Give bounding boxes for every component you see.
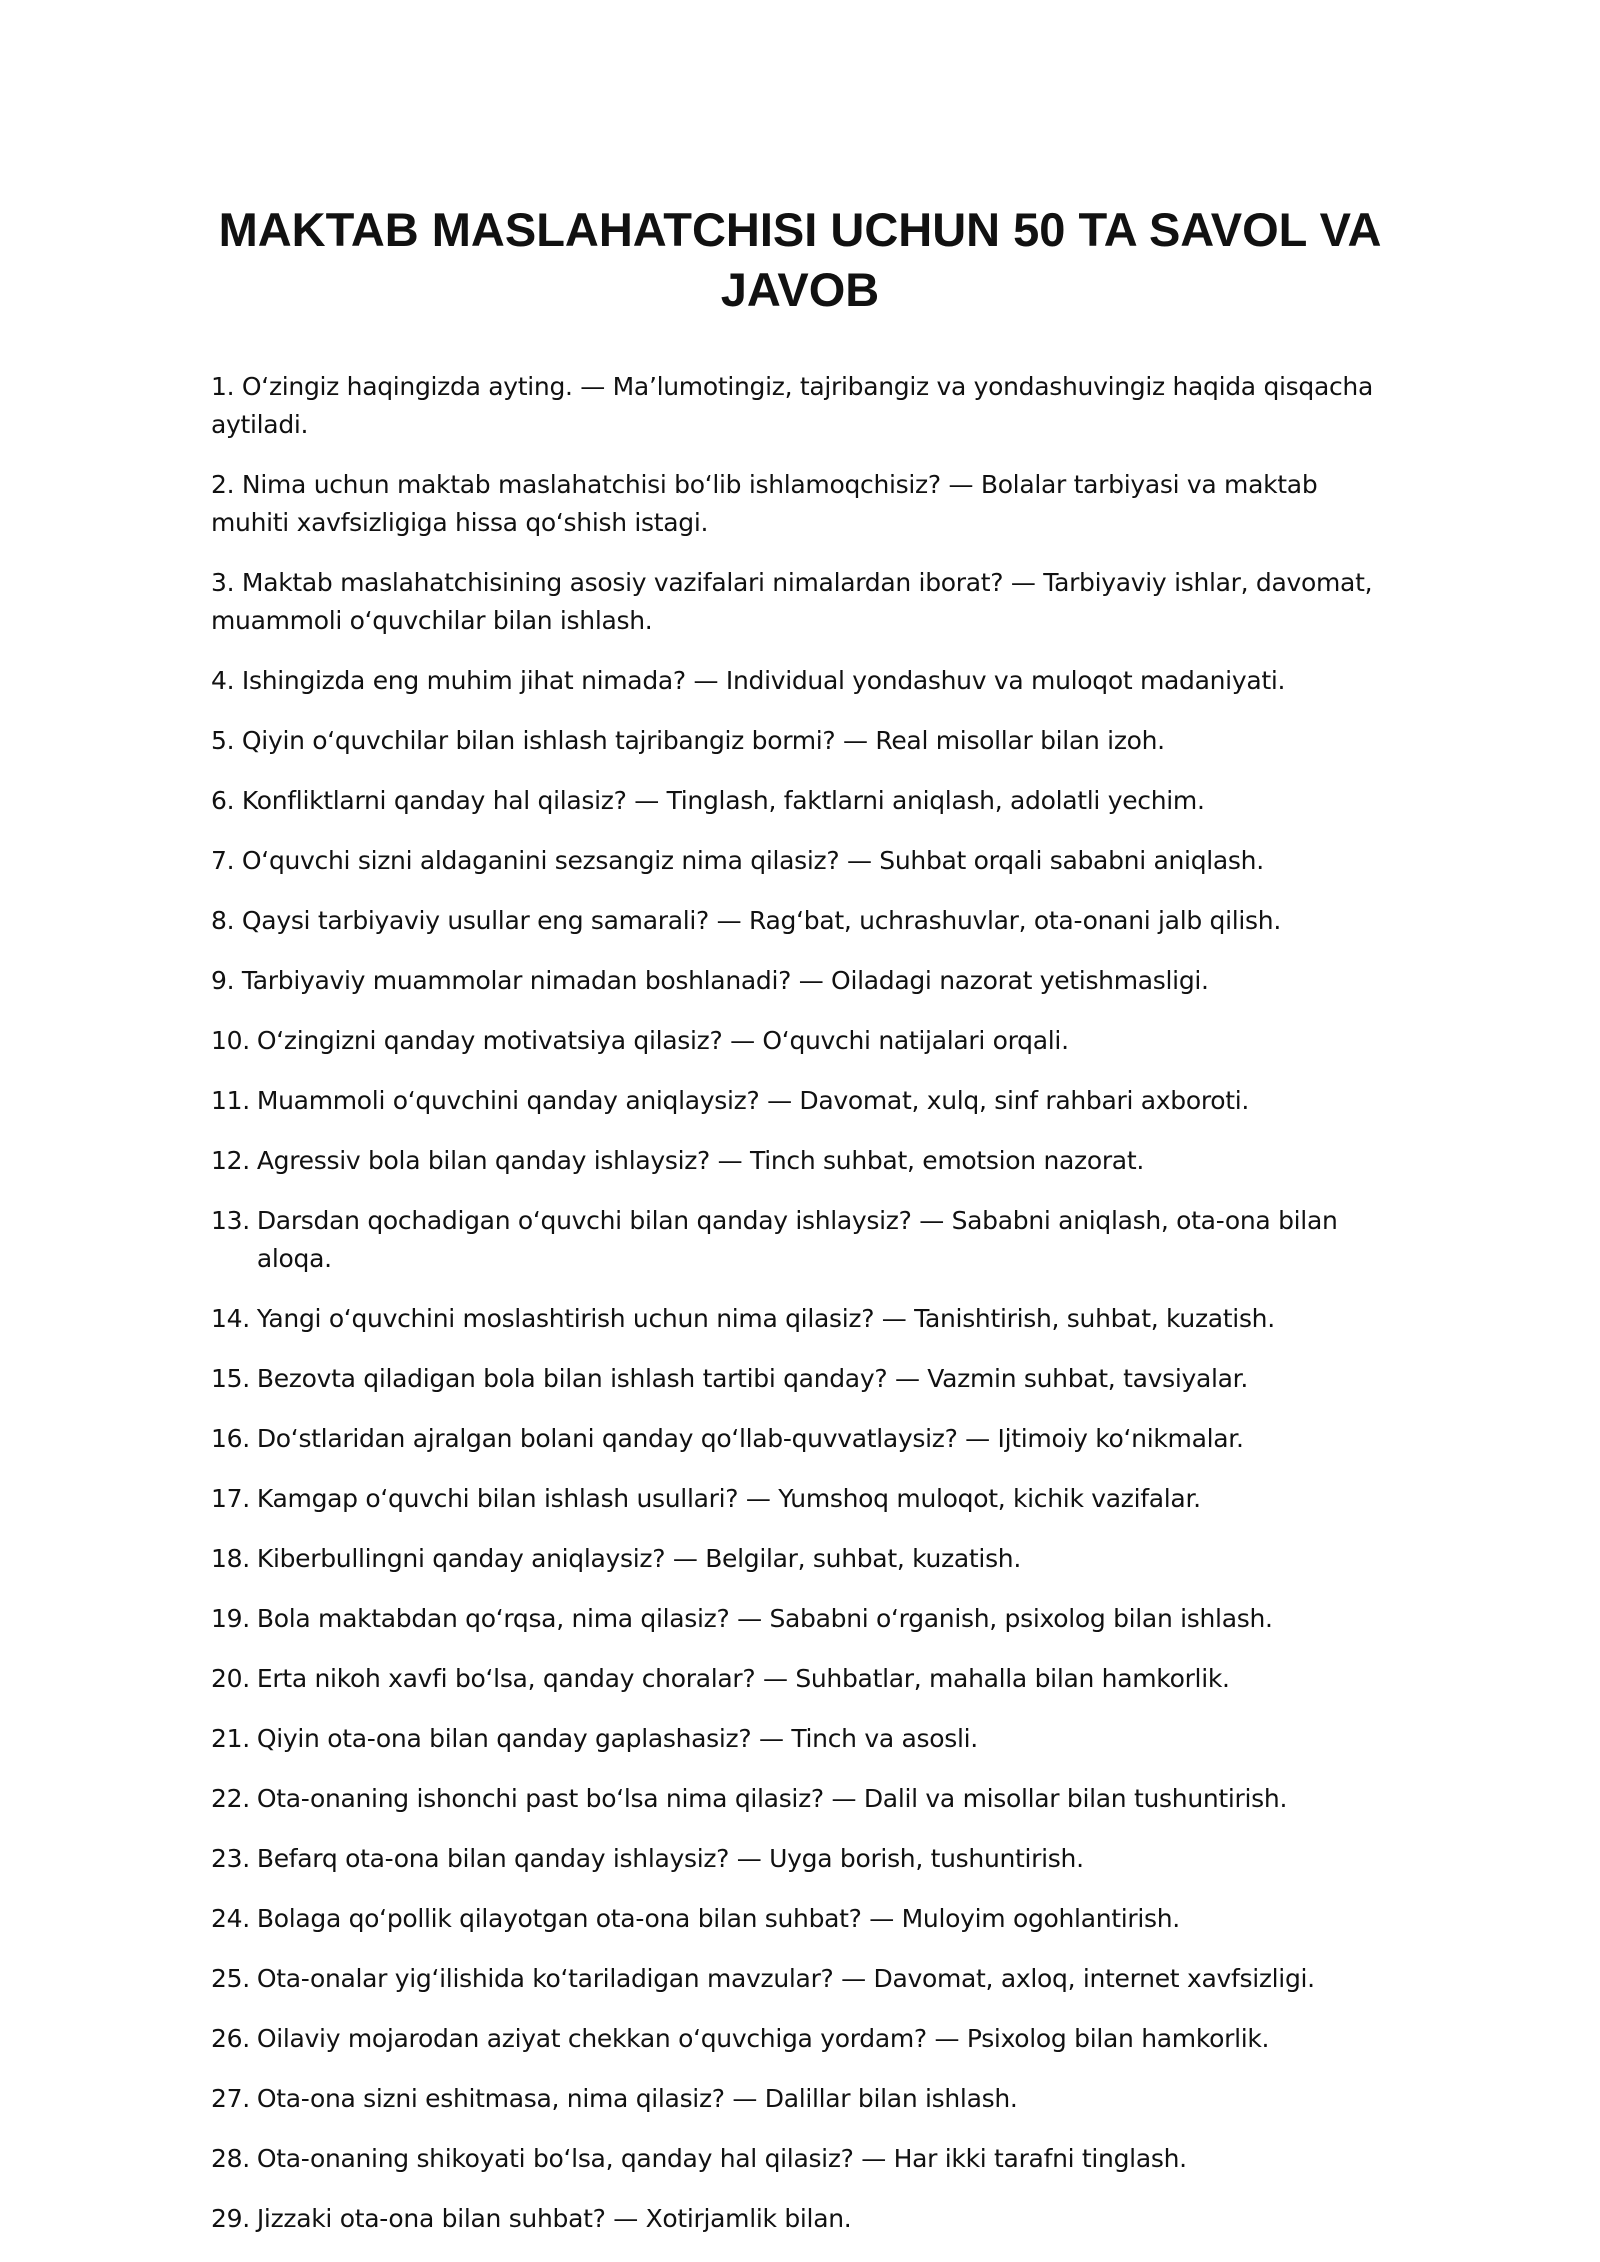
qa-text: Qiyin o‘quvchilar bilan ishlash tajribangiz bormi? — Real misollar bilan izoh. bbox=[241, 726, 1165, 755]
qa-number: 15. bbox=[211, 1364, 250, 1393]
qa-item bbox=[211, 1780, 1391, 1818]
qa-number: 13. bbox=[211, 1206, 250, 1235]
qa-number: 9. bbox=[211, 966, 235, 995]
qa-item bbox=[211, 662, 1391, 700]
qa-text: Darsdan qochadigan o‘quvchi bilan qanday ishlaysiz? — Sababni aniqlash, ota-ona bilan aloqa. bbox=[256, 1206, 1338, 1273]
qa-item bbox=[211, 902, 1391, 940]
qa-item bbox=[211, 1142, 1391, 1180]
qa-item bbox=[211, 1900, 1391, 1938]
qa-text: Ishingizda eng muhim jihat nimada? — Individual yondashuv va muloqot madaniyati. bbox=[241, 666, 1286, 695]
qa-text: Muammoli o‘quvchini qanday aniqlaysiz? — Davomat, xulq, sinf rahbari axboroti. bbox=[256, 1086, 1250, 1115]
qa-text: Kamgap o‘quvchi bilan ishlash usullari? — Yumshoq muloqot, kichik vazifalar. bbox=[256, 1484, 1201, 1513]
qa-item bbox=[211, 2020, 1391, 2058]
qa-text: Ota-onaning shikoyati bo‘lsa, qanday hal qilasiz? — Har ikki tarafni tinglash. bbox=[256, 2144, 1187, 2173]
qa-text: Nima uchun maktab maslahatchisi bo‘lib ishlamoqchisiz? — Bolalar tarbiyasi va maktab muhiti xavfsizligiga hissa qo‘shish istagi. bbox=[211, 470, 1318, 537]
qa-item bbox=[211, 1960, 1391, 1998]
qa-number: 26. bbox=[211, 2024, 250, 2053]
qa-text: Bolaga qo‘pollik qilayotgan ota-ona bilan suhbat? — Muloyim ogohlantirish. bbox=[256, 1904, 1180, 1933]
qa-number: 20. bbox=[211, 1664, 250, 1693]
qa-number: 27. bbox=[211, 2084, 250, 2113]
qa-number: 25. bbox=[211, 1964, 250, 1993]
qa-item bbox=[211, 2080, 1391, 2118]
qa-number: 21. bbox=[211, 1724, 250, 1753]
qa-item bbox=[211, 1600, 1391, 1638]
qa-number: 8. bbox=[211, 906, 235, 935]
qa-item bbox=[211, 466, 1391, 542]
qa-text: Ota-onaning ishonchi past bo‘lsa nima qilasiz? — Dalil va misollar bilan tushuntirish. bbox=[256, 1784, 1288, 1813]
qa-item bbox=[211, 962, 1391, 1000]
qa-text: Do‘stlaridan ajralgan bolani qanday qo‘llab-quvvatlaysiz? — Ijtimoiy ko‘nikmalar. bbox=[256, 1424, 1244, 1453]
document-title: MAKTAB MASLAHATCHISI UCHUN 50 TA SAVOL VA JAVOB bbox=[218, 203, 1382, 316]
qa-number: 7. bbox=[211, 846, 235, 875]
qa-text: Ota-ona sizni eshitmasa, nima qilasiz? — Dalillar bilan ishlash. bbox=[256, 2084, 1018, 2113]
qa-item bbox=[211, 1300, 1391, 1338]
qa-text: Bola maktabdan qo‘rqsa, nima qilasiz? — Sababni o‘rganish, psixolog bilan ishlash. bbox=[256, 1604, 1273, 1633]
qa-text: O‘zingiz haqingizda ayting. — Ma’lumotingiz, tajribangiz va yondashuvingiz haqida qisqacha aytiladi. bbox=[211, 372, 1373, 439]
qa-number: 24. bbox=[211, 1904, 250, 1933]
qa-item bbox=[211, 782, 1391, 820]
qa-item bbox=[211, 1420, 1391, 1458]
qa-text: Qiyin ota-ona bilan qanday gaplashasiz? — Tinch va asosli. bbox=[256, 1724, 978, 1753]
qa-item bbox=[211, 1720, 1391, 1758]
qa-text: Qaysi tarbiyaviy usullar eng samarali? — Rag‘bat, uchrashuvlar, ota-onani jalb qilish. bbox=[241, 906, 1281, 935]
qa-text: O‘quvchi sizni aldaganini sezsangiz nima qilasiz? — Suhbat orqali sababni aniqlash. bbox=[241, 846, 1264, 875]
qa-text: O‘zingizni qanday motivatsiya qilasiz? — O‘quvchi natijalari orqali. bbox=[256, 1026, 1069, 1055]
qa-item bbox=[211, 1540, 1391, 1578]
qa-number: 29. bbox=[211, 2204, 250, 2233]
qa-item bbox=[211, 1840, 1391, 1878]
qa-text: Bezovta qiladigan bola bilan ishlash tartibi qanday? — Vazmin suhbat, tavsiyalar. bbox=[256, 1364, 1248, 1393]
qa-number: 1. bbox=[211, 372, 235, 401]
qa-number: 10. bbox=[211, 1026, 250, 1055]
qa-text: Erta nikoh xavfi bo‘lsa, qanday choralar? — Suhbatlar, mahalla bilan hamkorlik. bbox=[256, 1664, 1230, 1693]
qa-item bbox=[211, 2140, 1391, 2178]
qa-item bbox=[211, 842, 1391, 880]
qa-number: 19. bbox=[211, 1604, 250, 1633]
qa-item bbox=[211, 2200, 1391, 2238]
qa-text: Agressiv bola bilan qanday ishlaysiz? — Tinch suhbat, emotsion nazorat. bbox=[256, 1146, 1144, 1175]
qa-list bbox=[211, 368, 1391, 2260]
qa-item bbox=[211, 1082, 1391, 1120]
qa-number: 5. bbox=[211, 726, 235, 755]
qa-item bbox=[211, 722, 1391, 760]
qa-number: 28. bbox=[211, 2144, 250, 2173]
qa-number: 3. bbox=[211, 568, 235, 597]
qa-number: 17. bbox=[211, 1484, 250, 1513]
qa-number: 16. bbox=[211, 1424, 250, 1453]
qa-item bbox=[211, 1480, 1391, 1518]
qa-number: 18. bbox=[211, 1544, 250, 1573]
qa-text: Befarq ota-ona bilan qanday ishlaysiz? — Uyga borish, tushuntirish. bbox=[256, 1844, 1084, 1873]
qa-number: 6. bbox=[211, 786, 235, 815]
qa-item bbox=[211, 1022, 1391, 1060]
qa-number: 14. bbox=[211, 1304, 250, 1333]
qa-number: 4. bbox=[211, 666, 235, 695]
qa-number: 22. bbox=[211, 1784, 250, 1813]
qa-text: Kiberbullingni qanday aniqlaysiz? — Belgilar, suhbat, kuzatish. bbox=[256, 1544, 1021, 1573]
qa-text: Konfliktlarni qanday hal qilasiz? — Tinglash, faktlarni aniqlash, adolatli yechim. bbox=[241, 786, 1205, 815]
qa-number: 23. bbox=[211, 1844, 250, 1873]
qa-number: 11. bbox=[211, 1086, 250, 1115]
qa-item bbox=[211, 564, 1391, 640]
qa-text: Ota-onalar yig‘ilishida ko‘tariladigan mavzular? — Davomat, axloq, internet xavfsizligi. bbox=[256, 1964, 1315, 1993]
qa-item bbox=[211, 368, 1391, 444]
qa-number: 12. bbox=[211, 1146, 250, 1175]
qa-text: Jizzaki ota-ona bilan suhbat? — Xotirjamlik bilan. bbox=[256, 2204, 852, 2233]
qa-text: Maktab maslahatchisining asosiy vazifalari nimalardan iborat? — Tarbiyaviy ishlar, davomat, muammoli o‘quvchilar bilan ishlash. bbox=[211, 568, 1373, 635]
qa-item bbox=[211, 1360, 1391, 1398]
qa-item bbox=[211, 1660, 1391, 1698]
qa-text: Oilaviy mojarodan aziyat chekkan o‘quvchiga yordam? — Psixolog bilan hamkorlik. bbox=[256, 2024, 1270, 2053]
qa-text: Yangi o‘quvchini moslashtirish uchun nima qilasiz? — Tanishtirish, suhbat, kuzatish. bbox=[256, 1304, 1275, 1333]
qa-number: 2. bbox=[211, 470, 235, 499]
qa-item bbox=[211, 1202, 1391, 1278]
qa-text: Tarbiyaviy muammolar nimadan boshlanadi? — Oiladagi nazorat yetishmasligi. bbox=[241, 966, 1209, 995]
